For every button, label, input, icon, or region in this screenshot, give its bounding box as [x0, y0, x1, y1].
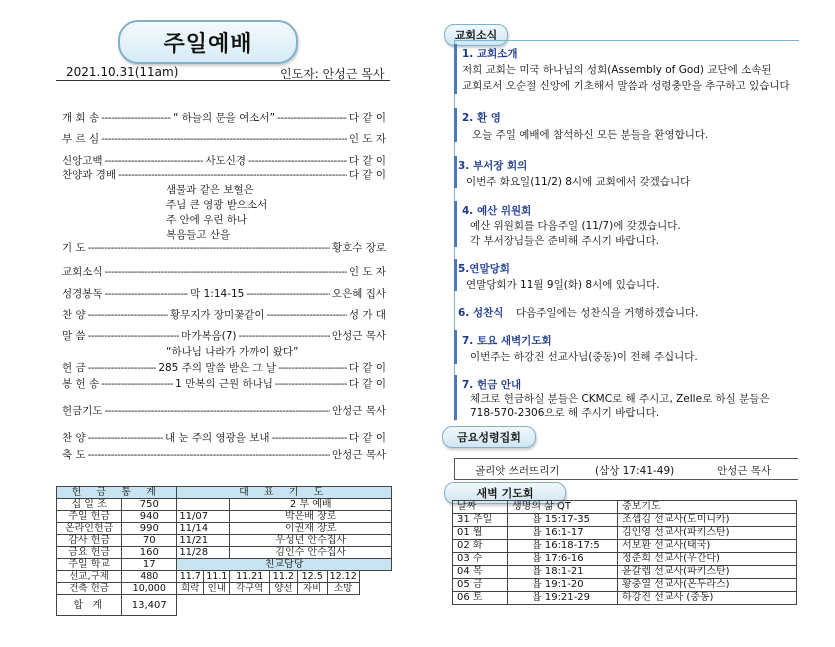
order-item — [62, 264, 386, 279]
table-row — [453, 592, 797, 605]
order-item — [62, 430, 386, 445]
news-text: 이번주 화요일(11/2) 8시에 교회에서 갖겠습니다 — [466, 176, 691, 188]
table-row — [453, 579, 797, 592]
news-heading: 6. 성찬식 — [458, 307, 504, 319]
missionary-cell: 황충열 선교사(온두라스) — [618, 579, 797, 592]
praise-song: 주님 큰 영광 받으소서 — [166, 199, 268, 211]
order-content: 마가복음(7) — [181, 330, 237, 342]
qt-cell: 욥 16:1-17 — [508, 527, 618, 540]
order-leader: 오은혜 집사 — [331, 288, 386, 300]
order-content: 사도신경 — [205, 155, 247, 167]
table-row — [453, 540, 797, 553]
praise-song: 샘물과 같은 보혈은 — [166, 184, 254, 196]
offering-value: 160 — [122, 547, 177, 559]
order-item — [62, 376, 386, 391]
offering-value: 990 — [122, 523, 177, 535]
order-label: 부 르 심 — [62, 133, 100, 145]
order-label: 말 씀 — [62, 330, 86, 342]
news-text: 다음주일에는 성찬식을 거행하겠습니다. — [516, 307, 699, 319]
order-item — [62, 403, 386, 418]
offering-value: 480 — [122, 571, 177, 583]
order-leader: 다 같 이 — [348, 432, 386, 444]
news-text: 저희 교회는 미국 하나님의 성회(Assembly of God) 교단에 소속된 — [462, 64, 772, 76]
missionary-cell: 정준희 선교사(우간다) — [618, 553, 797, 566]
order-label: 기 도 — [62, 242, 86, 254]
prayer-date: 11/07 — [177, 511, 230, 523]
fellowship-group: 자비 — [297, 583, 327, 595]
empty-cell — [177, 595, 392, 616]
fellowship-date: 11.21 — [230, 571, 270, 583]
news-text: 연말당회가 11월 9일(화) 8시에 있습니다. — [466, 279, 660, 291]
offering-label: 금요 헌금 — [57, 547, 122, 559]
prayer-name: 우성년 안수집사 — [230, 535, 392, 547]
order-item — [62, 328, 386, 343]
order-label: 신앙고백 — [62, 155, 103, 167]
day-cell: 04 목 — [453, 566, 508, 579]
order-leader: 다 같 이 — [348, 362, 386, 374]
order-label: 찬 양 — [62, 309, 86, 321]
news-accent-bar — [454, 156, 457, 188]
order-label: 축 도 — [62, 449, 86, 461]
order-label: 교회소식 — [62, 266, 103, 278]
dawn-tab: 새벽 기도회 — [444, 482, 566, 504]
service-date: 2021.10.31(11am) — [66, 65, 179, 79]
order-label: 성경봉독 — [62, 288, 103, 300]
fellowship-date: 11.7 — [177, 571, 204, 583]
order-item — [62, 131, 386, 146]
news-accent-bar — [454, 108, 457, 142]
dawn-prayer-table — [452, 500, 797, 605]
qt-cell: 욥 18:1-21 — [508, 566, 618, 579]
order-leader: 성 가 대 — [348, 309, 386, 321]
fellowship-group: 양선 — [269, 583, 297, 595]
qt-cell: 욥 19:21-29 — [508, 592, 618, 605]
order-leader: 인 도 자 — [348, 133, 386, 145]
empty-cell — [359, 571, 391, 583]
prayer-name: 박은배 장로 — [230, 511, 392, 523]
table-row — [453, 553, 797, 566]
order-content: 내 눈 주의 영광을 보내 — [164, 432, 270, 444]
fellowship-date: 11.2 — [269, 571, 297, 583]
table-header-row — [453, 501, 797, 514]
prayer-date — [177, 499, 230, 511]
prayer-date: 11/28 — [177, 547, 230, 559]
news-heading: 4. 예산 위원회 — [462, 205, 532, 217]
fellowship-group: 인내 — [204, 583, 230, 595]
table-row — [453, 566, 797, 579]
missionary-cell: 조셉김 선교사(도미니카) — [618, 514, 797, 527]
missionary-cell: 김인영 선교사(파키스탄) — [618, 527, 797, 540]
news-text: 예산 위원회를 다음주일 (11/7)에 갖겠습니다. — [470, 220, 681, 232]
offering-label: 주일 헌금 — [57, 511, 122, 523]
fellowship-group: 각구역 — [230, 583, 270, 595]
news-accent-bar — [454, 259, 457, 291]
order-item — [62, 360, 386, 375]
offering-total-value: 13,407 — [122, 595, 177, 616]
fellowship-date: 12.12 — [327, 571, 359, 583]
news-text: 718-570-2306으로 해 주시기 바랍니다. — [470, 407, 660, 419]
news-accent-bar — [454, 44, 457, 94]
news-text: 교회로서 오순절 신앙에 기초해서 말씀과 성령충만을 추구하고 있습니다 — [462, 80, 790, 92]
order-leader: 안성근 목사 — [331, 449, 386, 461]
news-heading: 2. 환 영 — [462, 112, 501, 124]
order-item — [62, 167, 386, 182]
order-leader: 안성근 목사 — [331, 405, 386, 417]
page-title: 주일예배 — [118, 20, 298, 64]
order-item — [62, 153, 386, 168]
table-row — [453, 514, 797, 527]
column-header: 생명의 삶 QT — [508, 501, 618, 514]
order-leader: 다 같 이 — [348, 155, 386, 167]
praise-song: 주 안에 우린 하나 — [166, 214, 248, 226]
offering-value: 10,000 — [122, 583, 177, 595]
offering-total-label: 합 계 — [57, 595, 122, 616]
news-accent-bar — [454, 330, 457, 364]
order-label: 봉 헌 송 — [62, 378, 100, 390]
order-leader: 다 같 이 — [348, 378, 386, 390]
friday-title: 골리앗 쓰러뜨리기 — [475, 465, 560, 477]
offering-label: 건축 헌금 — [57, 583, 122, 595]
order-content: 황무지가 장미꽃같이 — [169, 309, 265, 321]
day-cell: 31 주일 — [453, 514, 508, 527]
service-leader: 인도자: 안성근 목사 — [280, 67, 385, 81]
order-leader: 다 같 이 — [348, 169, 386, 181]
prayer-header: 대 표 기 도 — [177, 487, 392, 499]
order-item — [62, 240, 386, 255]
order-item — [62, 110, 386, 125]
offering-value: 17 — [122, 559, 177, 571]
prayer-name: 이권재 장로 — [230, 523, 392, 535]
news-text: 각 부서장님들은 준비해 주시기 바랍니다. — [470, 235, 660, 247]
offering-value: 750 — [122, 499, 177, 511]
order-label: 헌금기도 — [62, 405, 103, 417]
offering-prayer-table — [56, 486, 392, 616]
order-content: 막 1:14-15 — [190, 288, 245, 300]
missionary-cell: 윤갈렙 선교사(파키스탄) — [618, 566, 797, 579]
order-content: 1 만복의 근원 하나님 — [175, 378, 273, 390]
order-content: 285 주의 말씀 받은 그 날 — [158, 362, 277, 374]
fellowship-group: 희락 — [177, 583, 204, 595]
prayer-name: 김인수 안수집사 — [230, 547, 392, 559]
qt-cell: 욥 15:17-35 — [508, 514, 618, 527]
fellowship-group: 소망 — [327, 583, 359, 595]
order-label: 찬 양 — [62, 432, 86, 444]
offering-label: 주일 학교 — [57, 559, 122, 571]
order-leader: 인 도 자 — [348, 266, 386, 278]
missionary-cell: 하강진 선교사 (중동) — [618, 592, 797, 605]
fellowship-date: 11.1 — [204, 571, 230, 583]
order-label: 헌 금 — [62, 362, 86, 374]
day-cell: 02 화 — [453, 540, 508, 553]
news-text: 체크로 헌금하실 분들은 CKMC로 해 주시고, Zelle로 하실 분들은 — [470, 393, 770, 405]
offering-label: 선교,구제 — [57, 571, 122, 583]
table-row — [453, 527, 797, 540]
order-label: 찬양과 경배 — [62, 169, 117, 181]
news-heading: 7. 토요 새벽기도회 — [462, 335, 552, 347]
order-item — [62, 447, 386, 462]
friday-preacher: 안성근 목사 — [717, 465, 772, 477]
offering-header: 헌 금 통 계 — [57, 487, 177, 499]
column-header: 날짜 — [453, 501, 508, 514]
empty-cell — [359, 583, 391, 595]
offering-label: 십 일 조 — [57, 499, 122, 511]
friday-row — [454, 458, 798, 480]
news-text: 오늘 주일 예배에 참석하신 모든 분들을 환영합니다. — [472, 129, 709, 141]
order-content: “ 하늘의 문을 여소서” — [172, 112, 276, 124]
offering-label: 감사 헌금 — [57, 535, 122, 547]
order-leader: 안성근 목사 — [331, 330, 386, 342]
missionary-cell: 서보환 선교사(태국) — [618, 540, 797, 553]
news-heading: 5.연말당회 — [458, 263, 510, 275]
news-accent-bar — [454, 375, 457, 420]
prayer-date: 11/14 — [177, 523, 230, 535]
prayer-service: 2 부 예배 — [230, 499, 392, 511]
order-leader: 황호수 장로 — [331, 242, 386, 254]
order-label: 개 회 송 — [62, 112, 100, 124]
qt-cell: 욥 17:6-16 — [508, 553, 618, 566]
day-cell: 03 수 — [453, 553, 508, 566]
day-cell: 01 월 — [453, 527, 508, 540]
day-cell: 06 토 — [453, 592, 508, 605]
qt-cell: 욥 19:1-20 — [508, 579, 618, 592]
offering-label: 온라인헌금 — [57, 523, 122, 535]
order-item — [62, 307, 386, 322]
day-cell: 05 금 — [453, 579, 508, 592]
news-text: 이번주는 하강진 선교사님(중동)이 전해 주십니다. — [470, 351, 698, 363]
fellowship-date: 12.5 — [297, 571, 327, 583]
offering-value: 940 — [122, 511, 177, 523]
news-heading: 1. 교회소개 — [462, 48, 518, 60]
sermon-subtitle: “하나님 나라가 가까이 왔다” — [166, 346, 299, 358]
fellowship-header: 친교담당 — [177, 559, 392, 571]
news-heading: 3. 부서장 회의 — [458, 160, 528, 172]
offering-value: 70 — [122, 535, 177, 547]
order-leader: 다 같 이 — [348, 112, 386, 124]
news-heading: 7. 헌금 안내 — [462, 379, 522, 391]
header-divider — [56, 80, 390, 81]
news-tab: 교회소식 — [444, 24, 508, 46]
news-accent-bar — [454, 201, 457, 247]
column-header: 중보기도 — [618, 501, 797, 514]
friday-tab: 금요성령집회 — [442, 426, 536, 448]
order-item — [62, 286, 386, 301]
qt-cell: 욥 16:18-17:5 — [508, 540, 618, 553]
praise-song: 복음들고 산을 — [166, 229, 231, 241]
friday-passage: (삼상 17:41-49) — [595, 465, 675, 477]
prayer-date: 11/21 — [177, 535, 230, 547]
